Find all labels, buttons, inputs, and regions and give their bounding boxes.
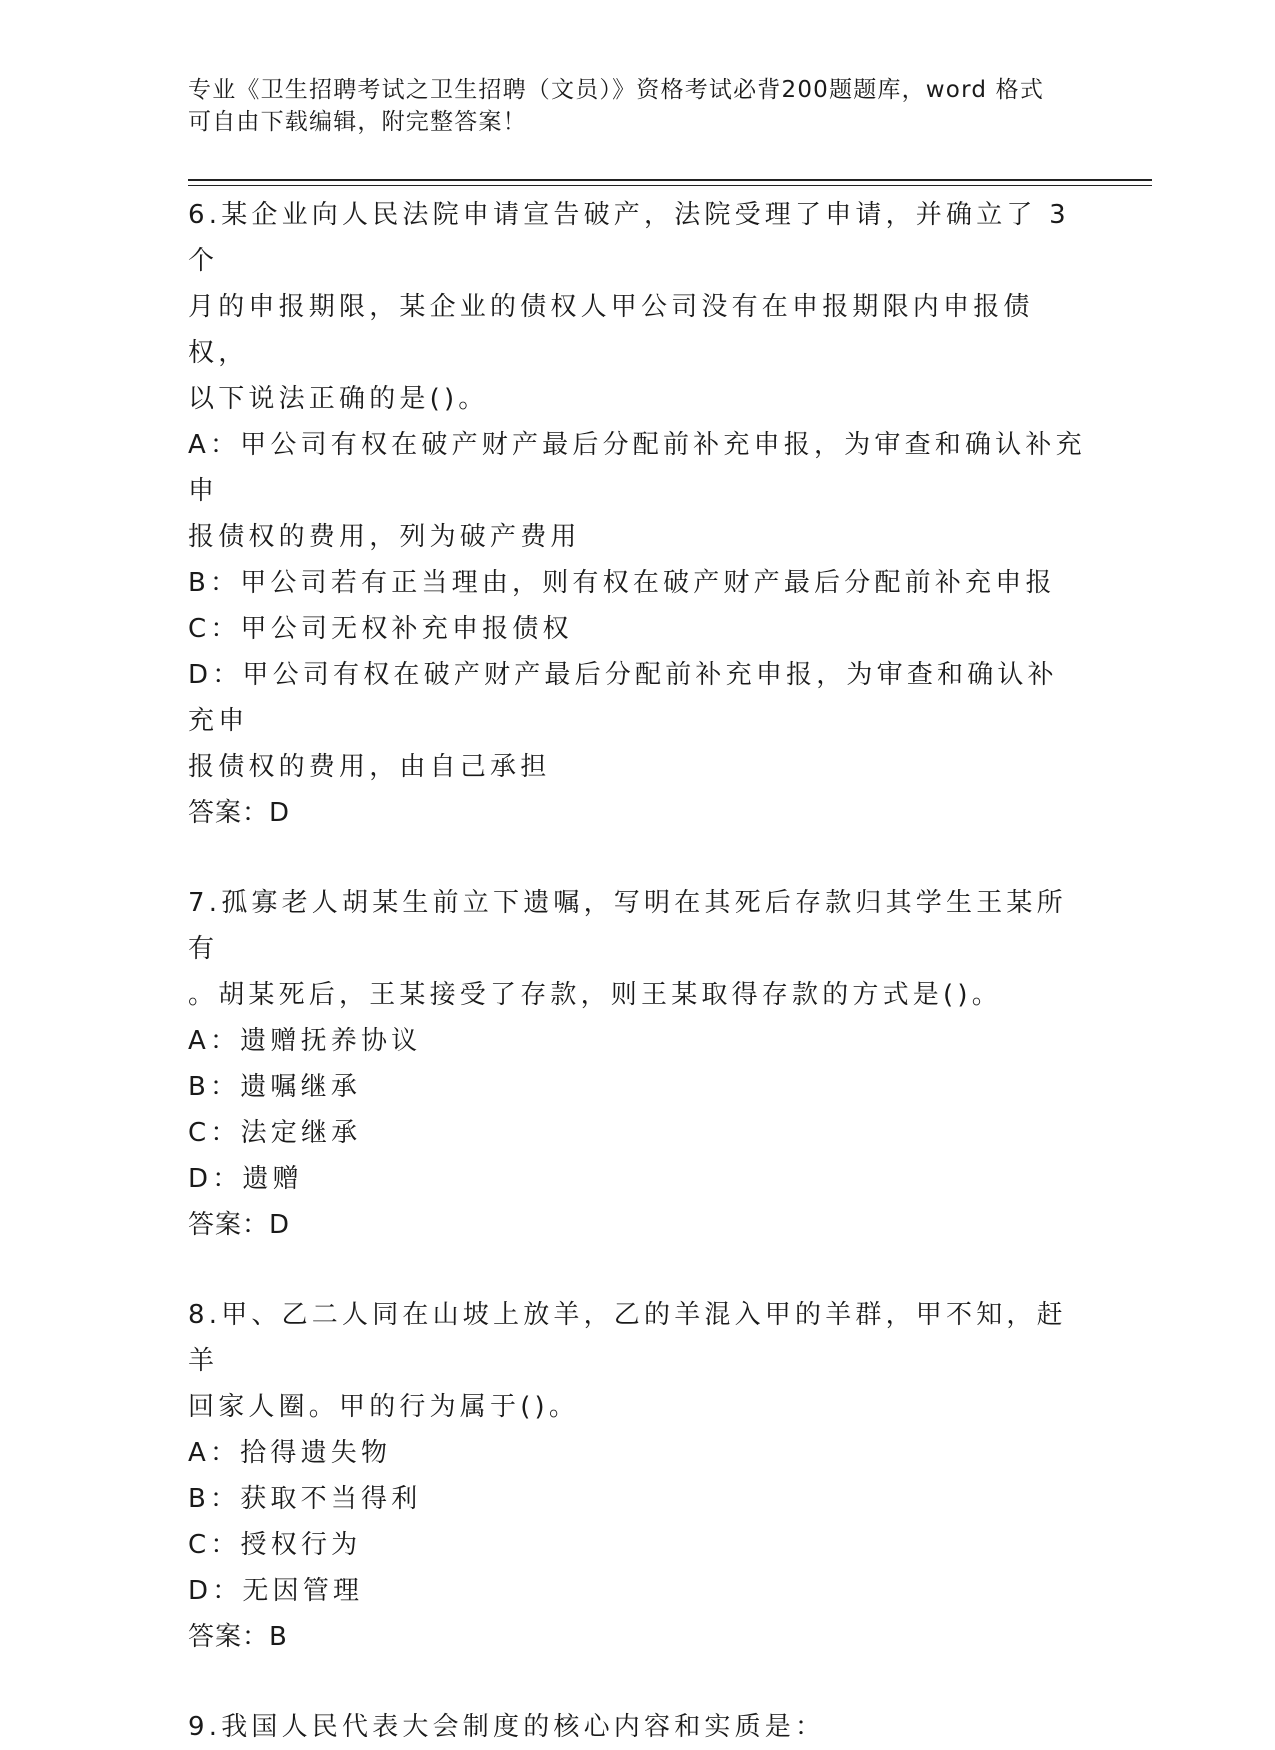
header-divider-thick [188, 179, 1152, 181]
option-d-line: D：甲公司有权在破产财产最后分配前补充申报，为审查和确认补充申 [188, 660, 1058, 736]
option-a: A：拾得遗失物 [188, 1438, 392, 1468]
question-text-line: 月的申报期限，某企业的债权人甲公司没有在申报期限内申报债权， [188, 292, 1034, 368]
option-d-line: 报债权的费用，由自己承担 [188, 752, 551, 782]
option-a-line: A：甲公司有权在破产财产最后分配前补充申报，为审查和确认补充申 [188, 430, 1086, 506]
header-line-2: 可自由下载编辑，附完整答案！ [188, 109, 527, 135]
answer: 答案：D [188, 798, 291, 828]
question-list [188, 192, 1088, 1750]
question-6 [188, 192, 1088, 836]
option-b: B：遗嘱继承 [188, 1072, 362, 1102]
answer: 答案：B [188, 1622, 288, 1652]
question-text-line: 7.孤寡老人胡某生前立下遗嘱，写明在其死后存款归其学生王某所有 [188, 888, 1067, 964]
header-line-1: 专业《卫生招聘考试之卫生招聘（文员）》资格考试必背200题题库，word 格式 [188, 77, 1045, 103]
option-c: C：法定继承 [188, 1118, 362, 1148]
option-c: C：授权行为 [188, 1530, 362, 1560]
option-d: D：遗赠 [188, 1164, 303, 1194]
option-a-line: 报债权的费用，列为破产费用 [188, 522, 581, 552]
question-text-line: 。胡某死后，王某接受了存款，则王某取得存款的方式是()。 [188, 980, 1002, 1010]
question-8 [188, 1292, 1088, 1660]
question-text-line: 6.某企业向人民法院申请宣告破产，法院受理了申请，并确立了 3 个 [188, 200, 1083, 276]
question-text-line: 9.我国人民代表大会制度的核心内容和实质是： [188, 1712, 826, 1742]
option-b: B：甲公司若有正当理由，则有权在破产财产最后分配前补充申报 [188, 568, 1056, 598]
option-c: C：甲公司无权补充申报债权 [188, 614, 573, 644]
question-9 [188, 1704, 1088, 1750]
option-a: A：遗赠抚养协议 [188, 1026, 422, 1056]
document-header [188, 74, 1088, 138]
answer: 答案：D [188, 1210, 291, 1240]
question-text-line: 回家人圈。甲的行为属于()。 [188, 1392, 580, 1422]
question-text-line: 8.甲、乙二人同在山坡上放羊，乙的羊混入甲的羊群，甲不知，赶羊 [188, 1300, 1067, 1376]
header-divider-thin [188, 185, 1152, 186]
question-text-line: 以下说法正确的是()。 [188, 384, 489, 414]
option-d: D：无因管理 [188, 1576, 364, 1606]
question-7 [188, 880, 1088, 1248]
option-b: B：获取不当得利 [188, 1484, 422, 1514]
